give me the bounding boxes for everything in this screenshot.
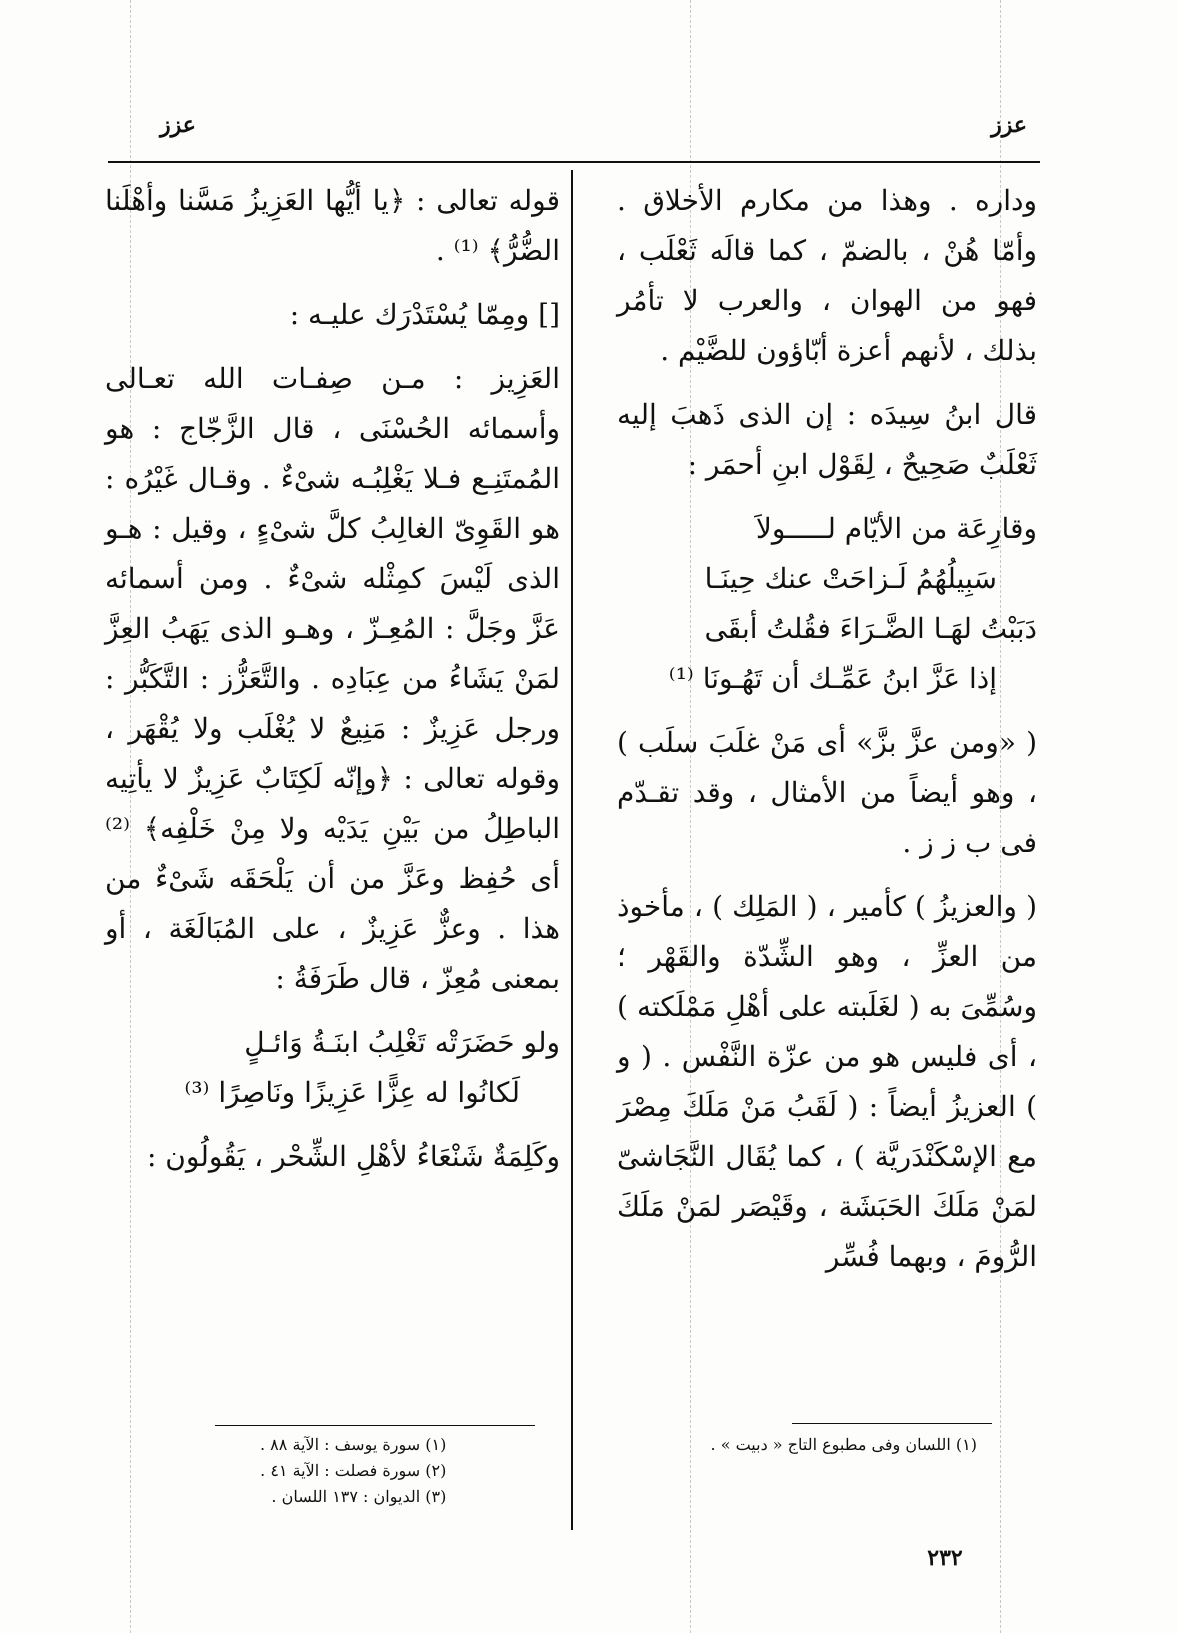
page-number: ٢٣٢ [927,1545,963,1571]
footnote-rule [792,1423,992,1424]
paragraph: وداره . وهذا من مكارم الأخلاق . وأمّا هُنْ ، بالضمّ ، كما قالَه ثَعْلَب ، فهو من الهوان ، والعرب لا تأمُر بذلك ، لأنهم أعزة أبّاؤون للضَّيْم . [617,184,1037,367]
paragraph: العَزِيز : مـن صِفـات الله تعـالى وأسمائه الحُسْنَى ، قال الزَّجّاج : هو المُمتَنِـع فـلا يَغْلِبُـه شىْءٌ . وقـال غَيْرُه : هو القَوِىّ الغالِبُ كلَّ شىْءٍ ، وقيل : هـو الذى لَيْسَ كمِثْله شىْءٌ . ومن أسمائه عَزَّ وجَلَّ : المُعِـزّ ، وهـو الذى يَهَبُ العِزَّ لمَنْ يَشَاءُ من عِبَادِه . والتَّعَزُّز : التَّكَبُّر : ورجل عَزِيزٌ : مَنِيعٌ لا يُغْلَب ولا يُقْهَر ، وقوله تعالى : ﴿وإنّه لَكِتَابٌ عَزِيزٌ لا يأتِيه الباطِلُ من بَيْنِ يَدَيْه ولا مِنْ خَلْفِه﴾ ⁽²⁾ أى حُفِظ وعَزَّ من أن يَلْحَقَه شَىْءٌ من هذا . وعزٌّ عَزِيزٌ ، على المُبَالَغَة ، أو بمعنى مُعِزّ ، قال طَرَفَةُ : [105,362,560,995]
verse-line: وقارِعَة من الأيّام لـــــولاَ [755,512,1037,545]
left-column [105,176,560,1196]
verse-line: إذا عَزَّ ابنُ عَمِّـك أن تَهُـونَا ⁽¹⁾ [668,662,997,695]
right-headword: عزز [991,112,1027,138]
right-column [617,176,1037,1296]
paragraph: وكَلِمَةٌ شَنْعَاءُ لأهْلِ الشِّحْر ، يَقُولُون : [146,1140,560,1173]
paragraph: ( والعزيزُ ) كأمير ، ( المَلِك ) ، مأخوذ من العزِّ ، وهو الشِّدّة والقَهْر ؛ وسُمِّىَ به ( لغَلَبته على أهْلِ مَمْلَكته ) ، أى فليس هو من عزّة النَّفْس . ( و ) العزيزُ أيضاً : ( لَقَبُ مَنْ مَلَكَ مِصْرَ مع الإسْكَنْدَريَّة ) ، كما يُقَال النَّجَاشىّ لمَنْ مَلَكَ الحَبَشَة ، وقَيْصَر لمَنْ مَلَكَ الرُّومَ ، وبهما فُسِّر [617,890,1037,1273]
right-footnotes [711,1432,977,1458]
poem-verse [617,504,1037,704]
verse-line: دَبَبْتُ لهَـا الضَّـرَاءَ فقُلتُ أبقَى [704,612,1037,645]
header-rule [108,161,1040,163]
verse-line: لَكانُوا له عِزًّا عَزِيزًا ونَاصِرًا ⁽³⁾ [184,1076,520,1109]
column-divider [571,170,573,1530]
footnote-rule [215,1425,535,1426]
poem-verse [105,1018,560,1118]
left-footnotes [260,1432,446,1510]
verse-line: سَبِيلُهُمُ لَـزاحَتْ عنك حِينَـا [704,562,997,595]
paragraph: [] ومِمّا يُسْتَدْرَك عليـه : [289,298,560,331]
footnote: (١) اللسان وفى مطبوع التاج « دبيت » . [710,1435,977,1454]
paragraph: ( «ومن عزَّ بزَّ» أى مَنْ غلَبَ سلَب ) ، وهو أيضاً من الأمثال ، وقد تقـدّم فى ب ز ز . [617,726,1037,859]
footnote: (٣) الديوان : ١٣٧ اللسان . [271,1487,447,1506]
left-headword: عزز [160,112,196,138]
footnote: (٢) سورة فصلت : الآية ٤١ . [260,1461,447,1480]
paragraph: قوله تعالى : ﴿يا أيُّها العَزِيزُ مَسَّنا وأهْلَنا الضُّرُّ﴾ ⁽¹⁾ . [105,184,560,267]
paragraph: قال ابنُ سِيدَه : إن الذى ذَهبَ إليه ثَعْلَبٌ صَحِيحٌ ، لِقَوْل ابنِ أحمَر : [617,398,1037,481]
verse-line: ولو حَضَرَتْه تَغْلِبُ ابنَـةُ وَائـلٍ [244,1026,560,1059]
footnote: (١) سورة يوسف : الآية ٨٨ . [260,1435,447,1454]
